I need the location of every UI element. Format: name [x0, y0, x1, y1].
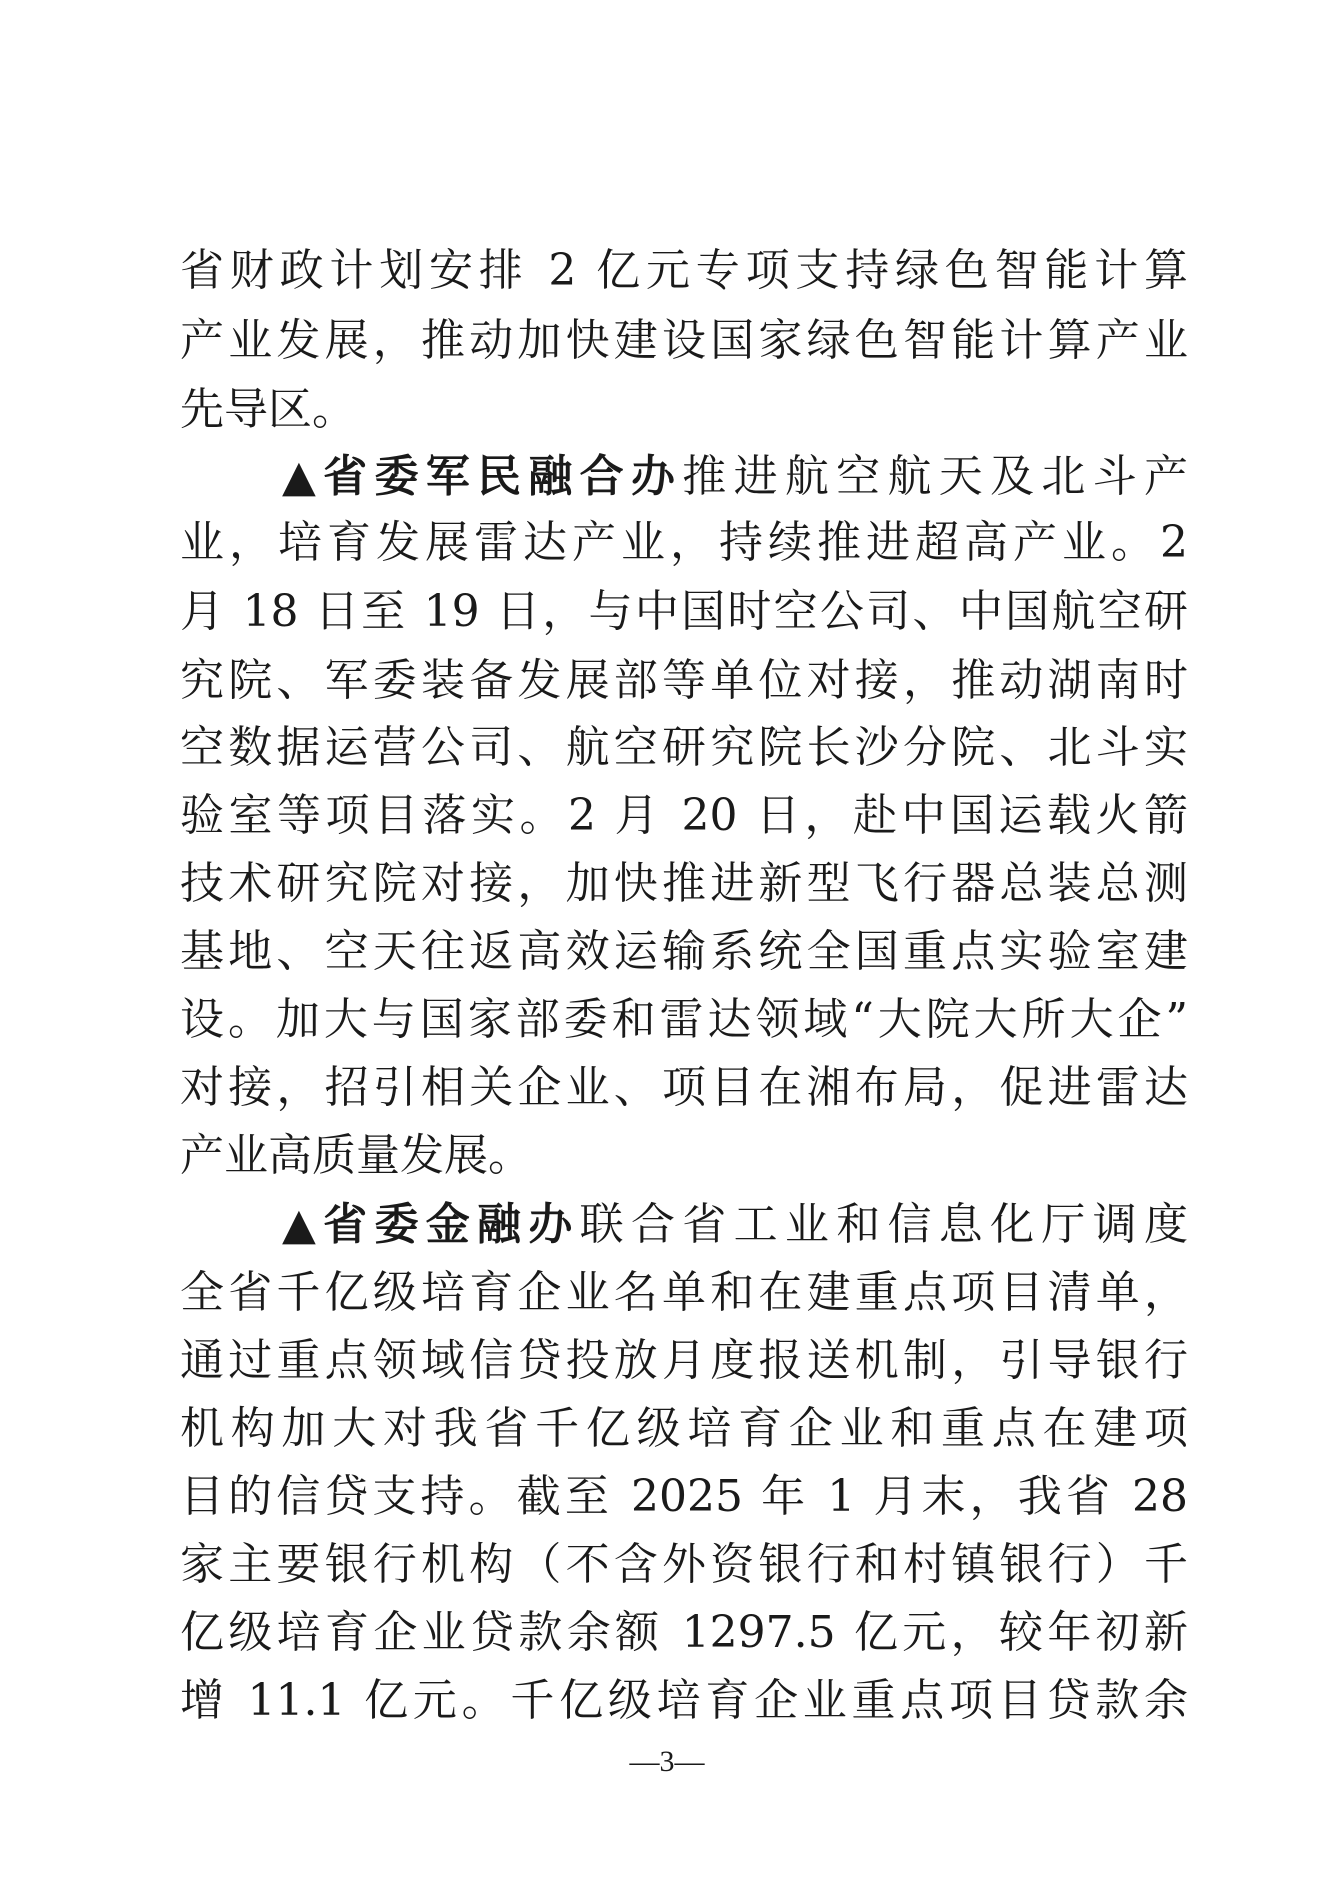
- text-line: 技术研究院对接，加快推进新型飞行器总装总测: [180, 858, 1188, 909]
- text-line: 业，培育发展雷达产业，持续推进超高产业。2: [180, 517, 1188, 568]
- paragraph-lead-line: [282, 446, 1188, 508]
- section-lead-military-civil-office: ▲省委军民融合办: [282, 451, 683, 502]
- text-line: 先导区。: [180, 384, 356, 435]
- text-line: 省财政计划安排 2 亿元专项支持绿色智能计算: [180, 245, 1188, 296]
- text-line: 月 18 日至 19 日，与中国时空公司、中国航空研: [180, 586, 1188, 637]
- text-line: 产业高质量发展。: [180, 1130, 532, 1181]
- text-line: 目的信贷支持。截至 2025 年 1 月末，我省 28: [180, 1471, 1188, 1522]
- paragraph-lead-line: [282, 1194, 1188, 1256]
- section-lead-financial-office: ▲省委金融办: [282, 1199, 580, 1250]
- text-line: 亿级培育企业贷款余额 1297.5 亿元，较年初新: [180, 1607, 1188, 1658]
- text-line: 基地、空天往返高效运输系统全国重点实验室建: [180, 926, 1188, 977]
- text-line: 产业发展，推动加快建设国家绿色智能计算产业: [180, 315, 1188, 366]
- text-line: 通过重点领域信贷投放月度报送机制，引导银行: [180, 1335, 1188, 1386]
- text-line-segment: 联合省工业和信息化厅调度: [579, 1199, 1189, 1250]
- text-line: 空数据运营公司、航空研究院长沙分院、北斗实: [180, 722, 1188, 773]
- text-line: 设。加大与国家部委和雷达领域“大院大所大企”: [180, 994, 1188, 1045]
- text-line: 家主要银行机构（不含外资银行和村镇银行）千: [180, 1539, 1188, 1590]
- text-line: 全省千亿级培育企业名单和在建重点项目清单，: [180, 1267, 1188, 1318]
- page-number: —3—: [629, 1745, 705, 1778]
- text-line: 增 11.1 亿元。千亿级培育企业重点项目贷款余: [180, 1675, 1188, 1726]
- text-line: 究院、军委装备发展部等单位对接，推动湖南时: [180, 655, 1188, 706]
- text-line-segment: 推进航空航天及北斗产: [682, 451, 1188, 502]
- text-line: 对接，招引相关企业、项目在湘布局，促进雷达: [180, 1062, 1188, 1113]
- text-line: 机构加大对我省千亿级培育企业和重点在建项: [180, 1403, 1188, 1454]
- text-line: 验室等项目落实。2 月 20 日，赴中国运载火箭: [180, 790, 1188, 841]
